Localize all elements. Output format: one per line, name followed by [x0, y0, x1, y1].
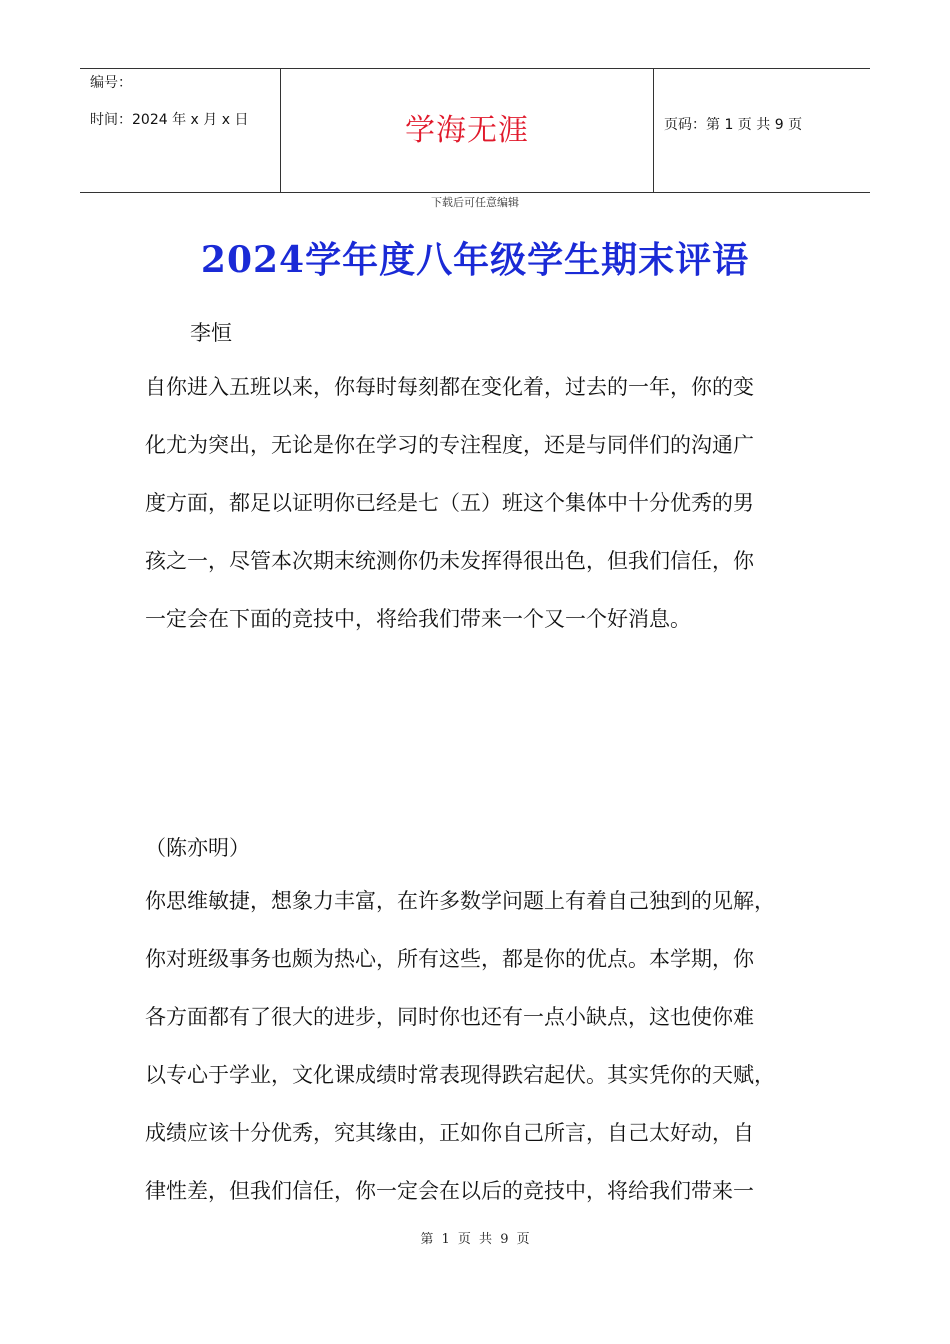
paragraph-line: 律性差，但我们信任，你一定会在以后的竞技中，将给我们带来一	[145, 1179, 754, 1203]
student-name: 李恒	[190, 321, 232, 345]
paragraph-line: 各方面都有了很大的进步，同时你也还有一点小缺点，这也使你难	[145, 1005, 754, 1029]
paragraph-line: 度方面，都足以证明你已经是七（五）班这个集体中十分优秀的男	[145, 491, 754, 515]
header-right-cell	[654, 69, 870, 192]
comment-paragraph	[145, 872, 805, 1220]
paragraph-line: 自你进入五班以来，你每时每刻都在变化着，过去的一年，你的变	[145, 375, 754, 399]
paragraph-line: 成绩应该十分优秀，究其缘由，正如你自己所言，自己太好动，自	[145, 1121, 754, 1145]
paragraph-line: 以专心于学业，文化课成绩时常表现得跌宕起伏。其实凭你的天赋，	[145, 1063, 775, 1087]
document-header-table	[80, 68, 870, 193]
paragraph-line: 孩之一，尽管本次期末统测你仍未发挥得很出色，但我们信任，你	[145, 549, 754, 573]
page-footer: 第 1 页 共 9 页	[420, 1232, 530, 1247]
paragraph-line: 你对班级事务也颇为热心，所有这些，都是你的优点。本学期，你	[145, 947, 754, 971]
header-middle-cell	[281, 69, 654, 192]
paragraph-line: 你思维敏捷，想象力丰富，在许多数学问题上有着自己独到的见解，	[145, 889, 775, 913]
comment-paragraph	[145, 358, 805, 648]
brand-title: 学海无涯	[405, 113, 529, 148]
header-left-cell	[80, 69, 281, 192]
paragraph-line: 一定会在下面的竞技中，将给我们带来一个又一个好消息。	[145, 607, 691, 631]
number-label: 编号：	[90, 75, 132, 91]
download-note: 下载后可任意编辑	[431, 196, 519, 209]
student-name: （陈亦明）	[145, 836, 250, 860]
paragraph-line: 化尤为突出，无论是你在学习的专注程度，还是与同伴们的沟通广	[145, 433, 754, 457]
document-title: 2024学年度八年级学生期末评语	[200, 239, 750, 281]
page-label: 页码：第 1 页 共 9 页	[664, 117, 803, 133]
time-label: 时间：2024 年 x 月 x 日	[90, 112, 249, 128]
